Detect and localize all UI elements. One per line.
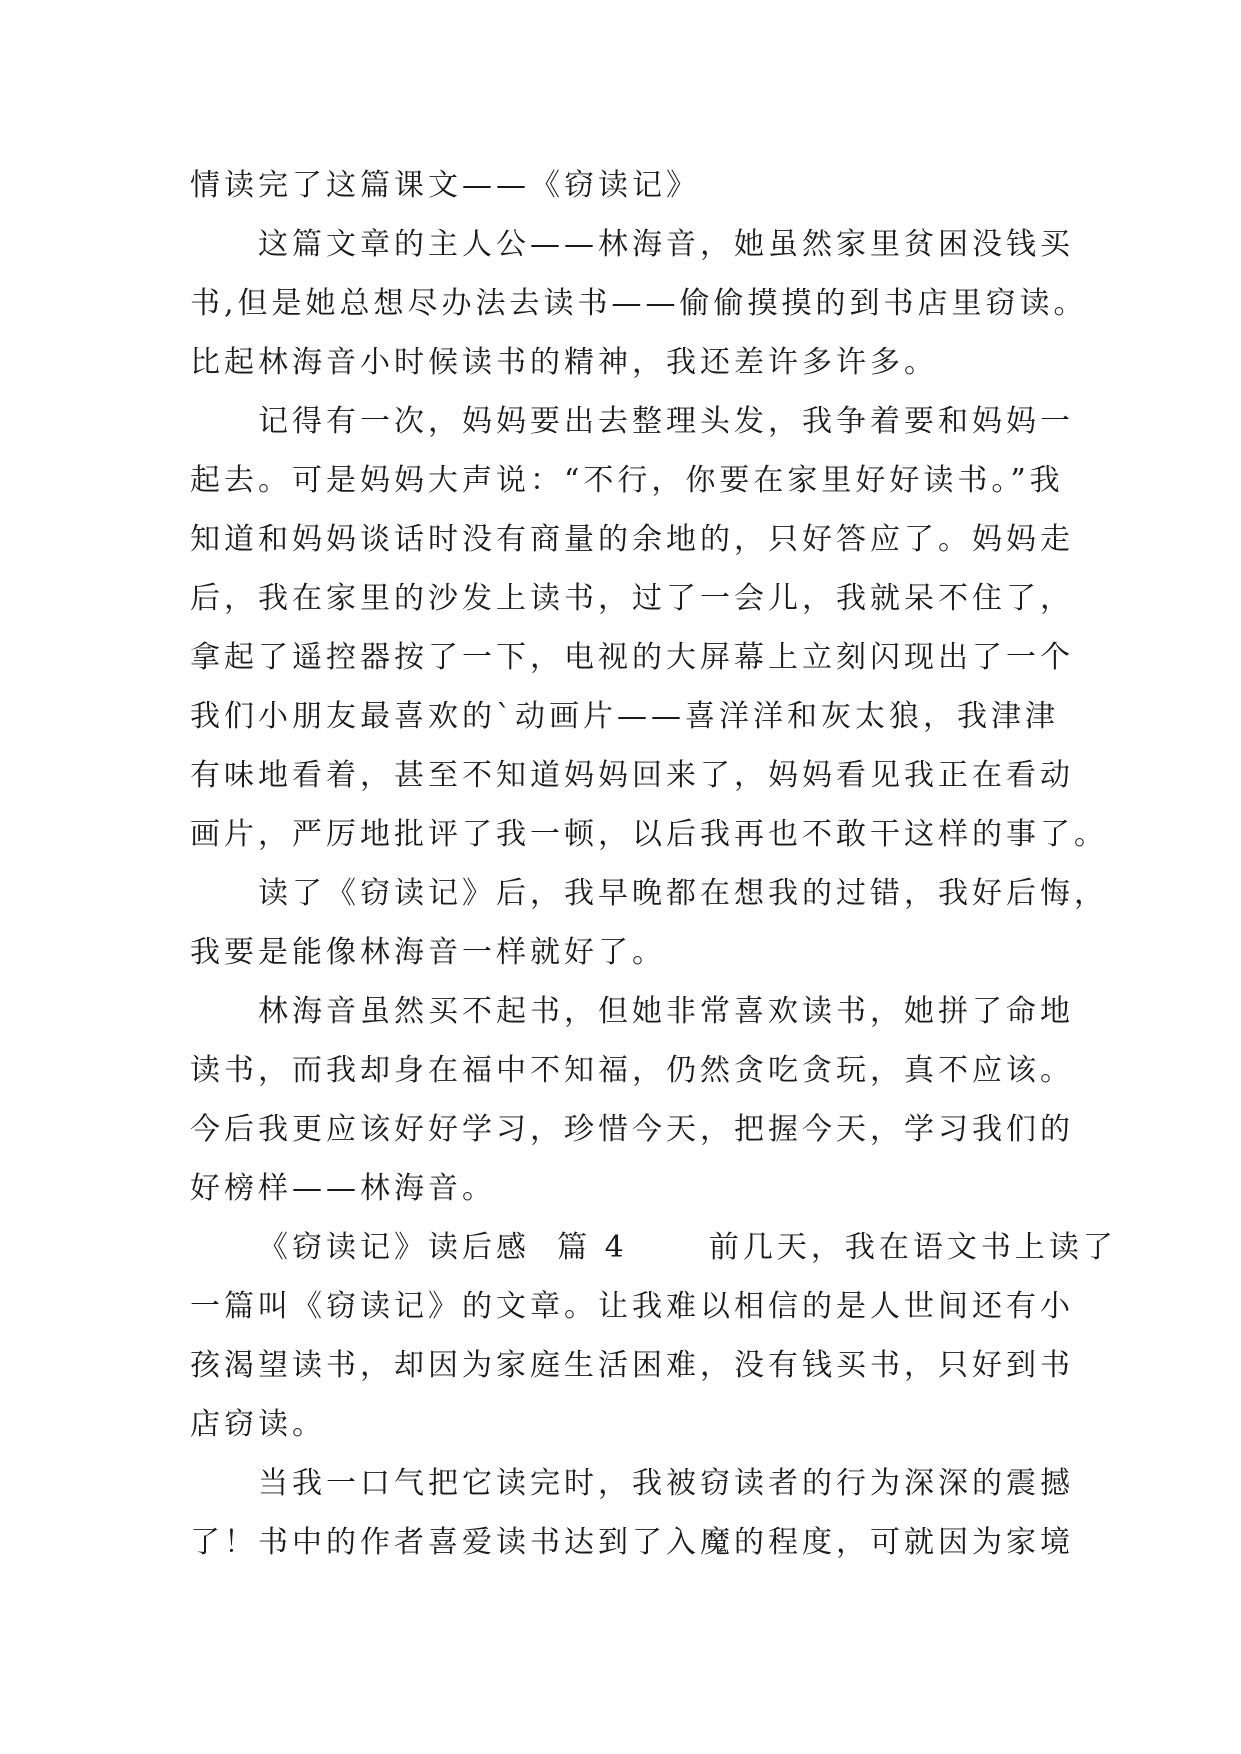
text-line: 记得有一次，妈妈要出去整理头发，我争着要和妈妈一 [258, 404, 1074, 439]
text-line: 《窃读记》读后感 篇 4 前几天，我在语文书上读了 [258, 1230, 1117, 1265]
text-line: 当我一口气把它读完时，我被窃读者的行为深深的震撼 [258, 1466, 1074, 1501]
text-line: 了！书中的作者喜爱读书达到了入魔的程度，可就因为家境 [190, 1525, 1074, 1560]
text-line: 知道和妈妈谈话时没有商量的余地的，只好答应了。妈妈走 [190, 522, 1074, 557]
text-line: 后，我在家里的沙发上读书，过了一会儿，我就呆不住了， [190, 581, 1074, 616]
text-line: 一篇叫《窃读记》的文章。让我难以相信的是人世间还有小 [190, 1289, 1074, 1324]
text-line: 拿起了遥控器按了一下，电视的大屏幕上立刻闪现出了一个 [190, 640, 1074, 675]
text-line: 今后我更应该好好学习，珍惜今天，把握今天，学习我们的 [190, 1112, 1074, 1147]
document-text-body [190, 156, 1117, 1572]
text-line: 起去。可是妈妈大声说：“不行，你要在家里好好读书。”我 [190, 463, 1064, 498]
text-line: 林海音虽然买不起书，但她非常喜欢读书，她拼了命地 [258, 994, 1074, 1029]
text-line: 好榜样——林海音。 [190, 1171, 496, 1206]
text-line: 这篇文章的主人公——林海音，她虽然家里贫困没钱买 [258, 227, 1074, 262]
text-line: 画片，严厉地批评了我一顿，以后我再也不敢干这样的事了。 [190, 817, 1108, 852]
text-line: 有味地看着，甚至不知道妈妈回来了，妈妈看见我正在看动 [190, 758, 1074, 793]
text-line: 店窃读。 [190, 1407, 326, 1442]
text-line: 我们小朋友最喜欢的`动画片——喜洋洋和灰太狼，我津津 [190, 699, 1059, 734]
text-line: 读书，而我却身在福中不知福，仍然贪吃贪玩，真不应该。 [190, 1053, 1074, 1088]
text-line: 读了《窃读记》后，我早晚都在想我的过错，我好后悔， [258, 876, 1108, 911]
text-line: 书,但是她总想尽办法去读书——偷偷摸摸的到书店里窃读。 [190, 286, 1088, 321]
text-line: 情读完了这篇课文——《窃读记》 [190, 168, 700, 203]
text-line: 孩渴望读书，却因为家庭生活困难，没有钱买书，只好到书 [190, 1348, 1074, 1383]
text-line: 我要是能像林海音一样就好了。 [190, 935, 666, 970]
text-line: 比起林海音小时候读书的精神，我还差许多许多。 [190, 345, 938, 380]
